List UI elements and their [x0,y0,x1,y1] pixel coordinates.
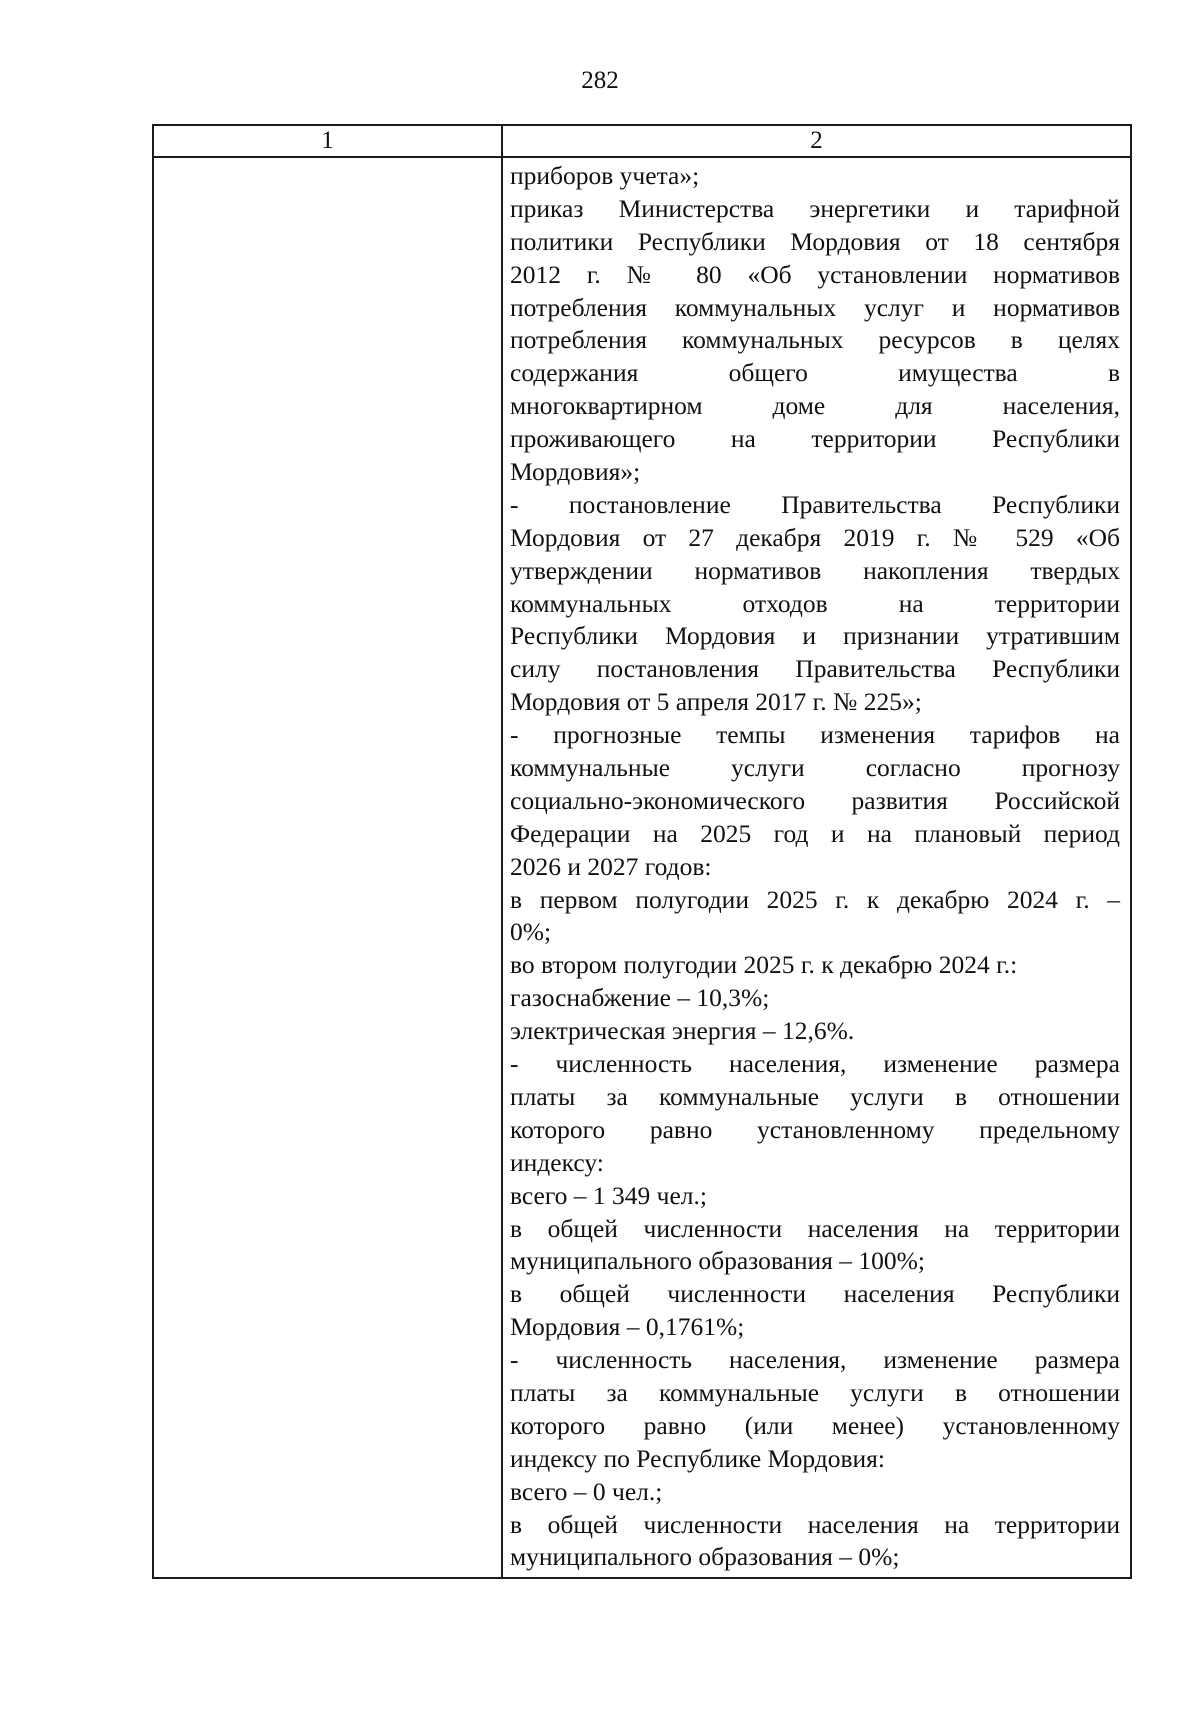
text-line: муниципального образования – 100%; [510,1246,925,1276]
text-line: индексу по Республике Мордовия: [510,1443,885,1473]
text-line: всего – 0 чел.; [510,1476,663,1506]
text-line: Мордовия – 0,1761%; [510,1312,745,1342]
page-number: 282 [581,67,619,94]
text-line: приборов учета»; [510,161,700,190]
text-line: - численность населения, изменение размера [510,1049,1120,1079]
text-line: - постановление Правительства Республики [510,489,1120,519]
text-line: всего – 1 349 чел.; [510,1180,707,1210]
text-line: - численность населения, изменение размера [510,1345,1120,1375]
text-line: Мордовия от 27 декабря 2019 г. № 529 «Об [510,522,1120,552]
text-line: многоквартирном доме для населения, [510,391,1120,421]
text-line: 2026 и 2027 годов: [510,851,712,881]
text-line: в общей численности населения на территории [510,1509,1120,1539]
text-line: которого равно (или менее) установленному [510,1410,1120,1440]
column-divider [501,126,503,1577]
table-header-row [154,126,1130,158]
text-line: в первом полугодии 2025 г. к декабрю 2024 г. – [510,884,1120,914]
column-2-content-cell [510,160,1120,1574]
text-line: 0%; [510,917,552,947]
text-line: политики Республики Мордовия от 18 сентября [510,226,1120,256]
text-line: Мордовия от 5 апреля 2017 г. № 225»; [510,687,922,717]
text-line: Федерации на 2025 год и на плановый период [510,818,1120,848]
text-line: - прогнозные темпы изменения тарифов на [510,720,1120,750]
text-line: социально-экономического развития Российской [510,785,1120,815]
text-line: во втором полугодии 2025 г. к декабрю 2024 г.: [510,950,1018,980]
column-1-header: 1 [321,127,334,154]
text-line: платы за коммунальные услуги в отношении [510,1081,1120,1111]
text-line: индексу: [510,1147,604,1177]
text-line: электрическая энергия – 12,6%. [510,1016,855,1046]
column-2-header: 2 [810,127,823,154]
text-line: утверждении нормативов накопления твердых [510,555,1120,585]
text-line: силу постановления Правительства Республики [510,654,1120,684]
text-line: муниципального образования – 0%; [510,1542,900,1572]
text-line: 2012 г. № 80 «Об установлении нормативов [510,259,1120,289]
text-line: Республики Мордовия и признании утратившим [510,621,1120,651]
text-line: содержания общего имущества в [510,358,1120,388]
text-line: приказ Министерства энергетики и тарифной [510,193,1120,223]
text-line: в общей численности населения на территории [510,1213,1120,1243]
text-line: коммунальные услуги согласно прогнозу [510,753,1120,783]
text-line: в общей численности населения Республики [510,1279,1120,1309]
text-line: платы за коммунальные услуги в отношении [510,1377,1120,1407]
text-line: проживающего на территории Республики [510,424,1120,454]
text-line: которого равно установленному предельному [510,1114,1120,1144]
text-line: коммунальных отходов на территории [510,588,1120,618]
text-line: газоснабжение – 10,3%; [510,983,770,1013]
text-line: потребления коммунальных ресурсов в целях [510,325,1120,355]
text-line: потребления коммунальных услуг и нормативов [510,292,1120,322]
document-table [152,124,1132,1579]
text-line: Мордовия»; [510,457,641,487]
